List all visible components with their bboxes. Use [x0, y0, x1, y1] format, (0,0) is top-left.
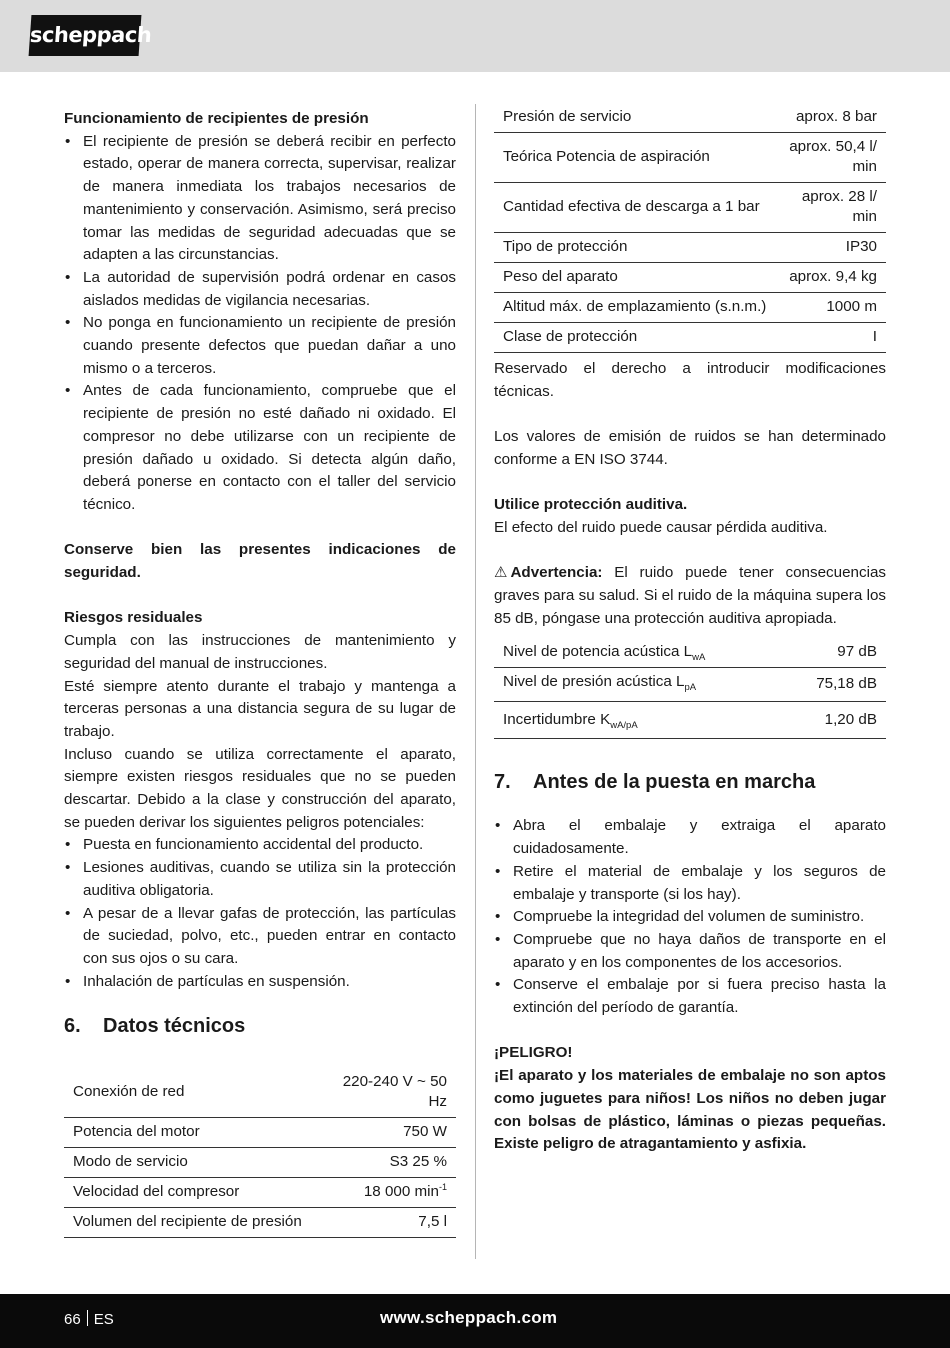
warning-paragraph: [494, 562, 886, 630]
pressure-bullet-list: [64, 131, 456, 517]
list-item: • El recipiente de presión se deberá recibir en perfecto estado, operar de manera correcta, supervisar, realizar de manera inmediata los trabajos necesarios de mantenimiento y conservación. Asimismo, será preciso tomar las medidas de seguridad adecuadas que se adapten a las circunstancias.: [64, 131, 456, 267]
list-item: • Conserve el embalaje por si fuera preciso hasta la extinción del período de garantía.: [494, 974, 886, 1019]
warning-text: El ruido puede tener consecuencias graves para su salud. Si el ruido de la máquina supera los 85 dB, póngase una protección auditiva apropiada.: [494, 564, 886, 627]
column-divider: [475, 104, 476, 1259]
residual-paragraph: Incluso cuando se utiliza correctamente el aparato, siempre existen riesgos residuales que no se pueden descartar. Debido a la clase y construcción del aparato, se pueden derivar los siguientes peligros potenciales:: [64, 745, 456, 831]
warning-triangle-icon: ⚠: [494, 564, 508, 582]
danger-heading: ¡PELIGRO!: [494, 1044, 573, 1062]
residual-heading: Riesgos residuales: [64, 609, 203, 627]
table-row: [494, 293, 886, 323]
table-row: [494, 668, 886, 702]
list-item: • Puesta en funcionamiento accidental del producto.: [64, 834, 456, 857]
table-cell-value: aprox. 8 bar: [776, 103, 886, 133]
list-item: • Abra el embalaje y extraiga el aparato cuidadosamente.: [494, 815, 886, 860]
keep-notice: Conserve bien las presentes indicaciones de seguridad.: [64, 541, 456, 582]
table-cell-value: 750 W: [326, 1118, 456, 1148]
table-cell-label: Nivel de presión acústica $L_{pA}$: [494, 668, 776, 702]
table-cell-label: Cantidad efectiva de descarga a 1 bar: [494, 183, 776, 233]
page-footer: [0, 1294, 950, 1348]
table-cell-value: S3 25 %: [326, 1148, 456, 1178]
table-row: [64, 1178, 456, 1208]
table-cell-label: Teórica Potencia de aspiración: [494, 133, 776, 183]
list-item: • Lesiones auditivas, cuando se utiliza sin la protección auditiva obligatoria.: [64, 857, 456, 902]
table-cell-value: IP30: [776, 233, 886, 263]
table-cell-label: Nivel de potencia acústica $L_{wA}$: [494, 638, 776, 668]
table-cell-label: Peso del aparato: [494, 263, 776, 293]
hearing-heading: Utilice protección auditiva.: [494, 496, 688, 514]
noise-values-text: Los valores de emisión de ruidos se han determinado conforme a EN ISO 3744.: [494, 428, 886, 468]
list-item: • A pesar de a llevar gafas de protección, las partículas de suciedad, polvo, etc., pueden entrar en contacto con sus ojos o su cara.: [64, 903, 456, 971]
table-cell-value: aprox. 50,4 l/ min: [776, 133, 886, 183]
table-cell-value: aprox. 9,4 kg: [776, 263, 886, 293]
table-cell-label: Presión de servicio: [494, 103, 776, 133]
section-number: 6.: [64, 1015, 81, 1038]
page-header: [0, 0, 950, 72]
table-cell-label: Volumen del recipiente de presión: [64, 1208, 326, 1238]
table-row: [494, 133, 886, 183]
table-row: [64, 1068, 456, 1118]
table-cell-value: 7,5 l: [326, 1208, 456, 1238]
website-link[interactable]: www.scheppach.com: [380, 1308, 558, 1327]
table-cell-label: Tipo de protección: [494, 233, 776, 263]
table-cell-label: Altitud máx. de emplazamiento (s.n.m.): [494, 293, 776, 323]
table-cell-value: 18 000 $\min^{-1}$: [326, 1178, 456, 1208]
table-row: [494, 702, 886, 739]
table-cell-label: Potencia del motor: [64, 1118, 326, 1148]
list-item: • Retire el material de embalaje y los seguros de embalaje y transporte (si los hay).: [494, 861, 886, 906]
left-column: [64, 108, 456, 1238]
pressure-heading: Funcionamiento de recipientes de presión: [64, 110, 369, 127]
section-title: Antes de la puesta en marcha: [533, 771, 816, 794]
table-row: [64, 1208, 456, 1238]
table-cell-value: 1,20 dB: [776, 702, 886, 739]
startup-bullet-list: [494, 815, 886, 1019]
table-cell-value: I: [776, 323, 886, 353]
right-column: [494, 103, 886, 1156]
danger-text: ¡El aparato y los materiales de embalaje no son aptos como juguetes para niños! Los niños no deben jugar con bolsas de plástico, láminas o piezas pequeñas. Existe peligro de atragantamiento y asfixia.: [494, 1067, 886, 1153]
table-cell-label: Incertidumbre $K_{wA/pA}$: [494, 702, 776, 739]
table-cell-value: aprox. 28 l/ min: [776, 183, 886, 233]
table-row: [494, 263, 886, 293]
scheppach-logo: scheppach: [29, 15, 142, 56]
residual-paragraph: Esté siempre atento durante el trabajo y mantenga a terceras personas a una distancia segura de su lugar de trabajo.: [64, 677, 456, 740]
residual-bullet-list: [64, 834, 456, 993]
tech-data-table-continued: [494, 103, 886, 353]
table-row: [494, 638, 886, 668]
table-row: [64, 1118, 456, 1148]
noise-table: [494, 638, 886, 739]
page-number: 66 ES: [64, 1311, 114, 1328]
list-item: • Compruebe la integridad del volumen de suministro.: [494, 906, 886, 929]
section-number: 7.: [494, 771, 511, 794]
table-cell-label: Conexión de red: [64, 1068, 326, 1118]
section-title: Datos técnicos: [103, 1015, 246, 1038]
table-cell-label: Velocidad del compresor: [64, 1178, 326, 1208]
residual-paragraph: Cumpla con las instrucciones de mantenimiento y seguridad del manual de instrucciones.: [64, 632, 456, 672]
table-cell-value: 75,18 dB: [776, 668, 886, 702]
table-row: [494, 323, 886, 353]
tech-data-table: [64, 1068, 456, 1238]
list-item: • Antes de cada funcionamiento, compruebe que el recipiente de presión no esté dañado ni oxidado. El compresor no debe utilizarse con un recipiente de presión dañado u oxidado. Si detecta algún daño, deberá ponerse en contacto con el taller del servicio técnico.: [64, 380, 456, 516]
list-item: • La autoridad de supervisión podrá ordenar en casos aislados medidas de vigilancia necesarias.: [64, 267, 456, 312]
list-item: • No ponga en funcionamiento un recipiente de presión cuando presente defectos que puedan dañar a uno mismo o a terceros.: [64, 312, 456, 380]
table-row: [494, 233, 886, 263]
hearing-text: El efecto del ruido puede causar pérdida auditiva.: [494, 518, 828, 536]
table-row: [494, 103, 886, 133]
table-row: [494, 183, 886, 233]
table-row: [64, 1148, 456, 1178]
list-item: • Inhalación de partículas en suspensión.: [64, 971, 456, 994]
reserved-notice: Reservado el derecho a introducir modificaciones técnicas.: [494, 360, 886, 400]
section-6-heading: [64, 1013, 456, 1039]
list-item: • Compruebe que no haya daños de transporte en el aparato y en los componentes de los accesorios.: [494, 929, 886, 974]
table-cell-label: Clase de protección: [494, 323, 776, 353]
table-cell-value: 1000 m: [776, 293, 886, 323]
table-cell-label: Modo de servicio: [64, 1148, 326, 1178]
section-7-heading: [494, 769, 886, 795]
table-cell-value: 220-240 V ~ 50 Hz: [326, 1068, 456, 1118]
warning-label: Advertencia:: [510, 564, 603, 582]
table-cell-value: 97 dB: [776, 638, 886, 668]
language-code: ES: [93, 1311, 114, 1328]
